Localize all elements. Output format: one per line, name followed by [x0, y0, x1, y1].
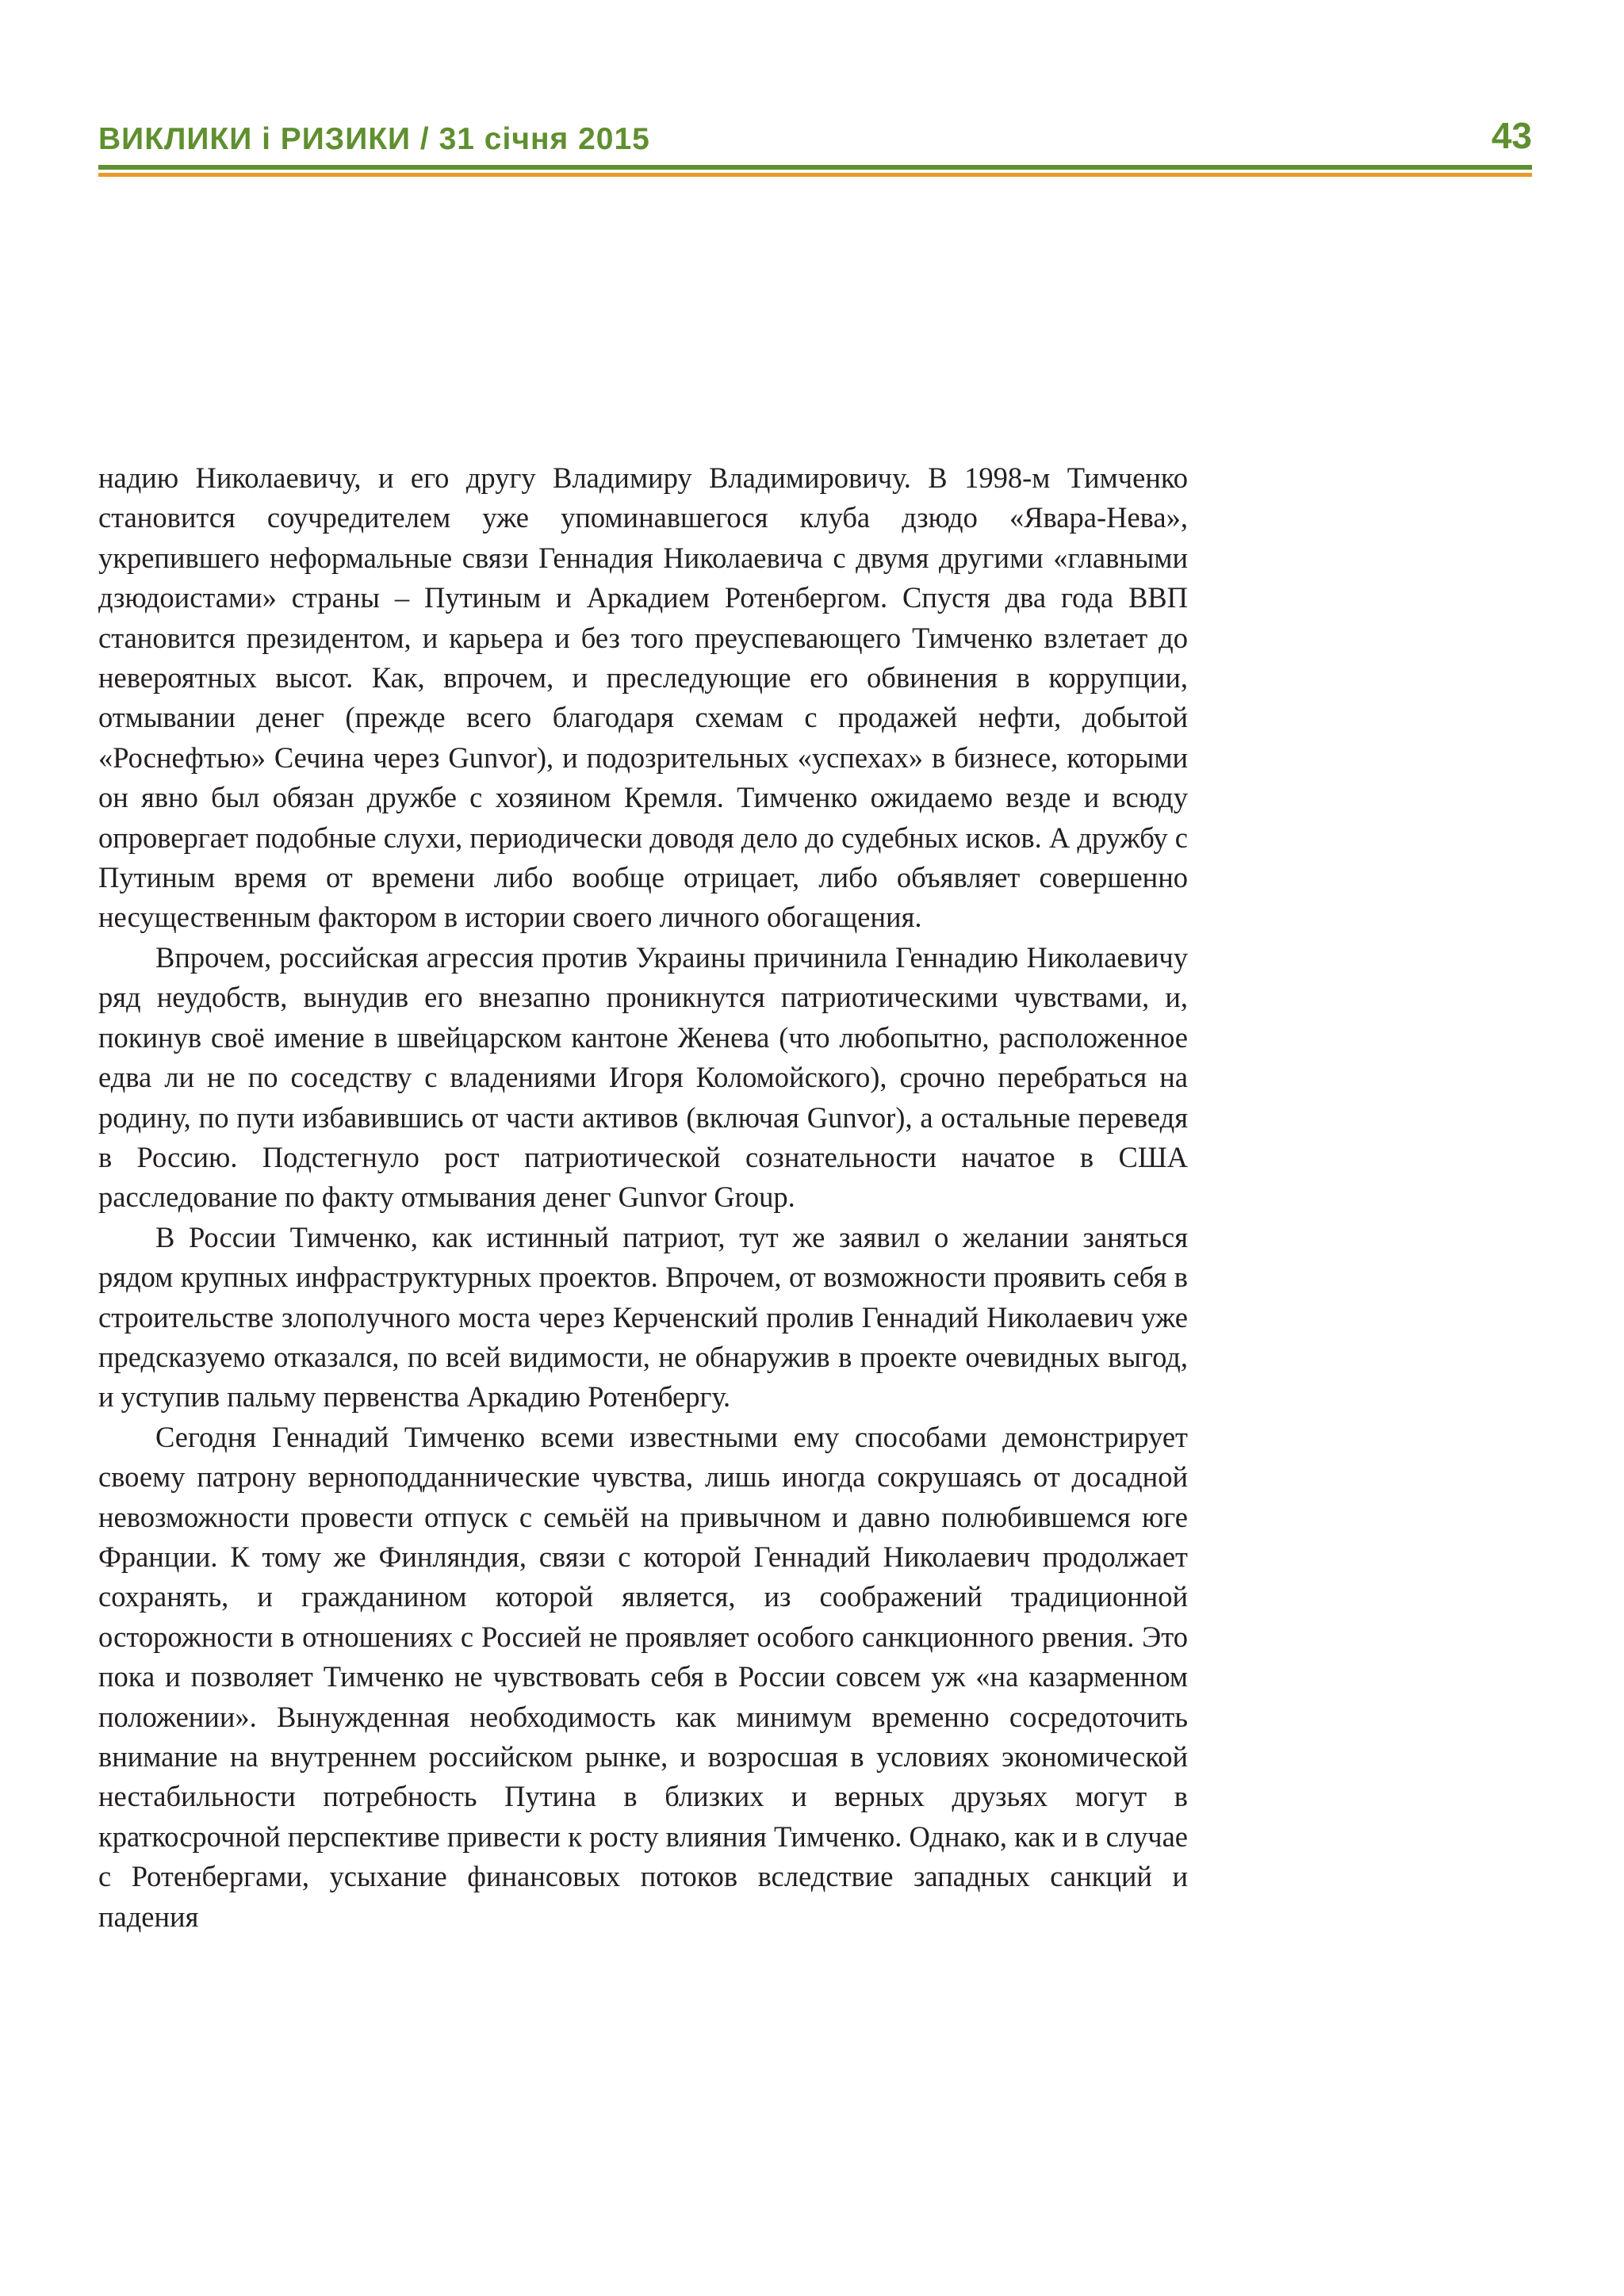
article-body — [98, 458, 1188, 1937]
page-number: 43 — [1491, 115, 1532, 156]
paragraph: В России Тимченко, как истинный патриот, тут же заявил о желании заняться рядом крупных инфраструктурных проектов. Впрочем, от возможности проявить себя в строительстве злополучного моста через Керченский пролив Геннадий Николаевич уже предсказуемо отказался, по всей видимости, не обнаружив в проекте очевидных выгод, и уступив пальму первенства Аркадию Ротенбергу. — [98, 1220, 1188, 1414]
header-rule-green — [98, 165, 1532, 170]
paragraph: Сегодня Геннадий Тимченко всеми известными ему способами демонстрирует своему патрону верноподданнические чувства, лишь иногда сокрушаясь от досадной невозможности провести отпуск с семьёй на привычном и давно полюбившемся юге Франции. К тому же Финляндия, связи с которой Геннадий Николаевич продолжает сохранять, и гражданином которой является, из соображений традиционной осторожности в отношениях с Россией не проявляет особого санкционного рвения. Это пока и позволяет Тимченко не чувствовать себя в России совсем уж «на казарменном положении». Вынужденная необходимость как минимум временно сосредоточить внимание на внутреннем российском рынке, и возросшая в условиях экономической нестабильности потребность Путина в близких и верных друзьях могут в краткосрочной перспективе привести к росту влияния Тимченко. Однако, как и в случае с Ротенбергами, усыхание финансовых потоков вследствие западных санкций и падения — [98, 1420, 1188, 1933]
running-head: ВИКЛИКИ і РИЗИКИ / 31 січня 2015 — [98, 122, 650, 156]
page-header — [98, 116, 1532, 179]
paragraph: Впрочем, российская агрессия против Украины причинила Геннадию Николаевичу ряд неудобств, вынудив его внезапно проникнутся патриотическими чувствами, и, покинув своё имение в швейцарском кантоне Женева (что любопытно, расположенное едва ли не по соседству с владениями Игоря Коломойского), срочно перебраться на родину, по пути избавившись от части активов (включая Gunvor), а остальные переведя в Россию. Подстегнуло рост патриотической сознательности начатое в США расследование по факту отмывания денег Gunvor Group. — [98, 940, 1188, 1214]
paragraph: надию Николаевичу, и его другу Владимиру Владимировичу. В 1998-м Тимченко становится соучредителем уже упоминавшегося клуба дзюдо «Явара-Нева», укрепившего неформальные связи Геннадия Николаевича с двумя другими «главными дзюдоистами» страны – Путиным и Аркадием Ротенбергом. Спустя два года ВВП становится президентом, и карьера и без того преуспевающего Тимченко взлетает до невероятных высот. Как, впрочем, и преследующие его обвинения в коррупции, отмывании денег (прежде всего благодаря схемам с продажей нефти, добытой «Роснефтью» Сечина через Gunvor), и подозрительных «успехах» в бизнесе, которыми он явно был обязан дружбе с хозяином Кремля. Тимченко ожидаемо везде и всюду опровергает подобные слухи, периодически доводя дело до судебных исков. А дружбу с Путиным время от времени либо вообще отрицает, либо объявляет совершенно несущественным фактором в истории своего личного обогащения. — [98, 461, 1188, 934]
header-rule-orange — [98, 173, 1532, 177]
